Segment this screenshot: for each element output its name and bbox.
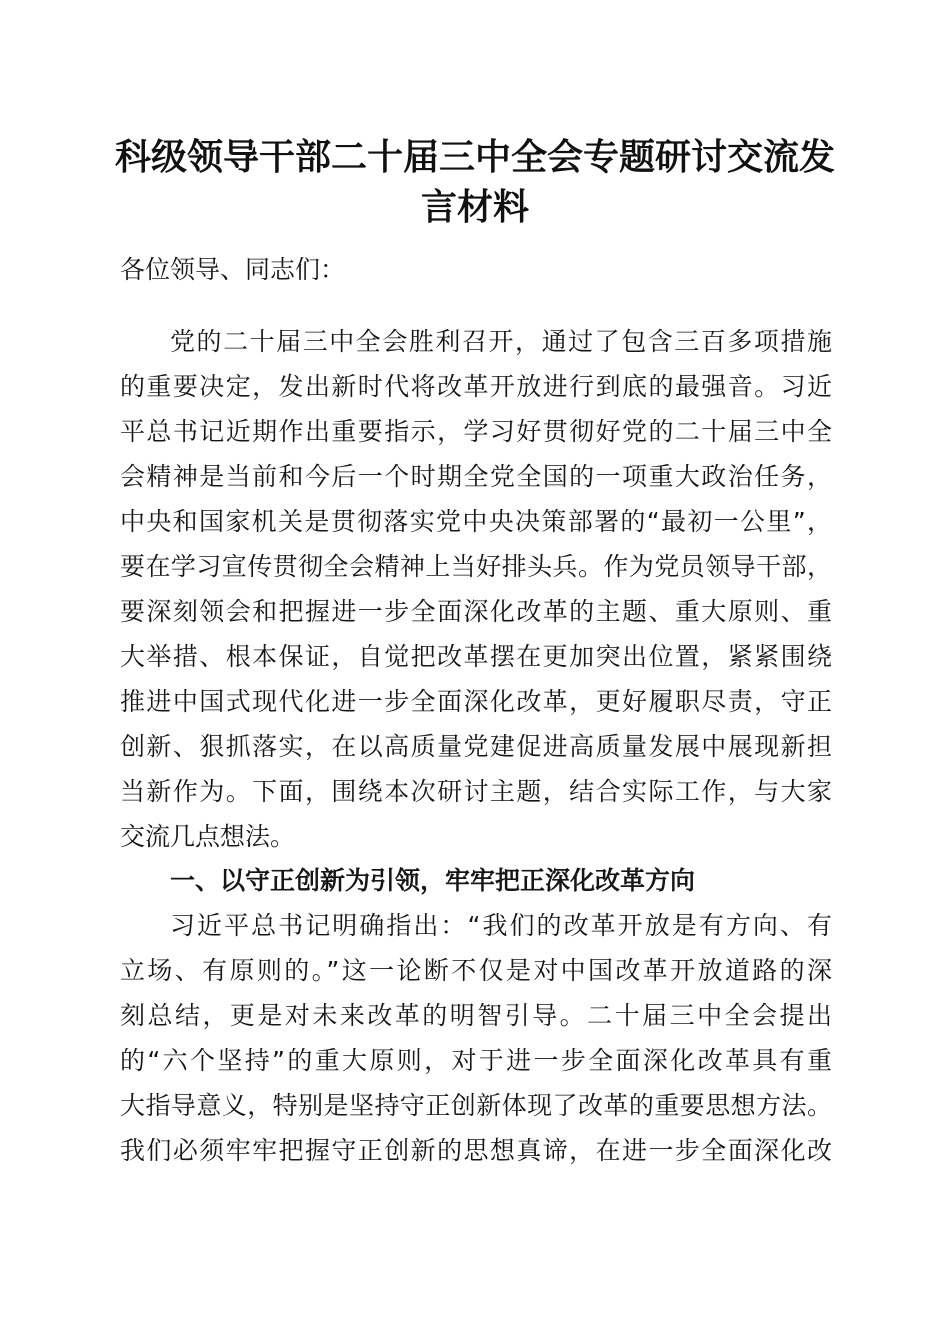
paragraph-1-line-3: 平总书记近期作出重要指示，学习好贯彻好党的二十届三中全: [120, 417, 832, 446]
paragraph-1-line-2: 的重要决定，发出新时代将改革开放进行到底的最强音。习近: [120, 372, 832, 401]
paragraph-1-line-6: 要在学习宣传贯彻全会精神上当好排头兵。作为党员领导干部，: [120, 552, 832, 581]
paragraph-2-line-3: 刻总结，更是对未来改革的明智引导。二十届三中全会提出: [120, 1001, 832, 1030]
paragraph-1-line-12: 交流几点想法。: [120, 822, 296, 851]
salutation: 各位领导、同志们：: [120, 255, 346, 284]
paragraph-1-line-1: 党的二十届三中全会胜利召开，通过了包含三百多项措施: [170, 327, 832, 356]
paragraph-2-line-2: 立场、有原则的。”这一论断不仅是对中国改革开放道路的深: [120, 956, 832, 985]
paragraph-1-line-10: 创新、狠抓落实，在以高质量党建促进高质量发展中展现新担: [120, 732, 832, 761]
paragraph-2-line-4: 的“六个坚持”的重大原则，对于进一步全面深化改革具有重: [120, 1046, 832, 1075]
paragraph-1-line-5: 中央和国家机关是贯彻落实党中央决策部署的“最初一公里”，: [120, 507, 832, 536]
paragraph-2-line-5: 大指导意义，特别是坚持守正创新体现了改革的重要思想方法。: [120, 1091, 832, 1120]
paragraph-2-line-6: 我们必须牢牢把握守正创新的思想真谛，在进一步全面深化改: [120, 1136, 832, 1165]
paragraph-1-line-8: 大举措、根本保证，自觉把改革摆在更加突出位置，紧紧围绕: [120, 642, 832, 671]
paragraph-2-line-1: 习近平总书记明确指出：“我们的改革开放是有方向、有: [170, 911, 832, 940]
paragraph-1-line-7: 要深刻领会和把握进一步全面深化改革的主题、重大原则、重: [120, 597, 832, 626]
paragraph-1-line-9: 推进中国式现代化进一步全面深化改革，更好履职尽责，守正: [120, 687, 832, 716]
document-title: 科级领导干部二十届三中全会专题研讨交流发言材料: [114, 136, 835, 228]
paragraph-1-line-11: 当新作为。下面，围绕本次研讨主题，结合实际工作，与大家: [120, 777, 832, 806]
section-1-heading: 一、以守正创新为引领，牢牢把正深化改革方向: [170, 866, 696, 895]
paragraph-1-line-4: 会精神是当前和今后一个时期全党全国的一项重大政治任务，: [120, 462, 832, 491]
